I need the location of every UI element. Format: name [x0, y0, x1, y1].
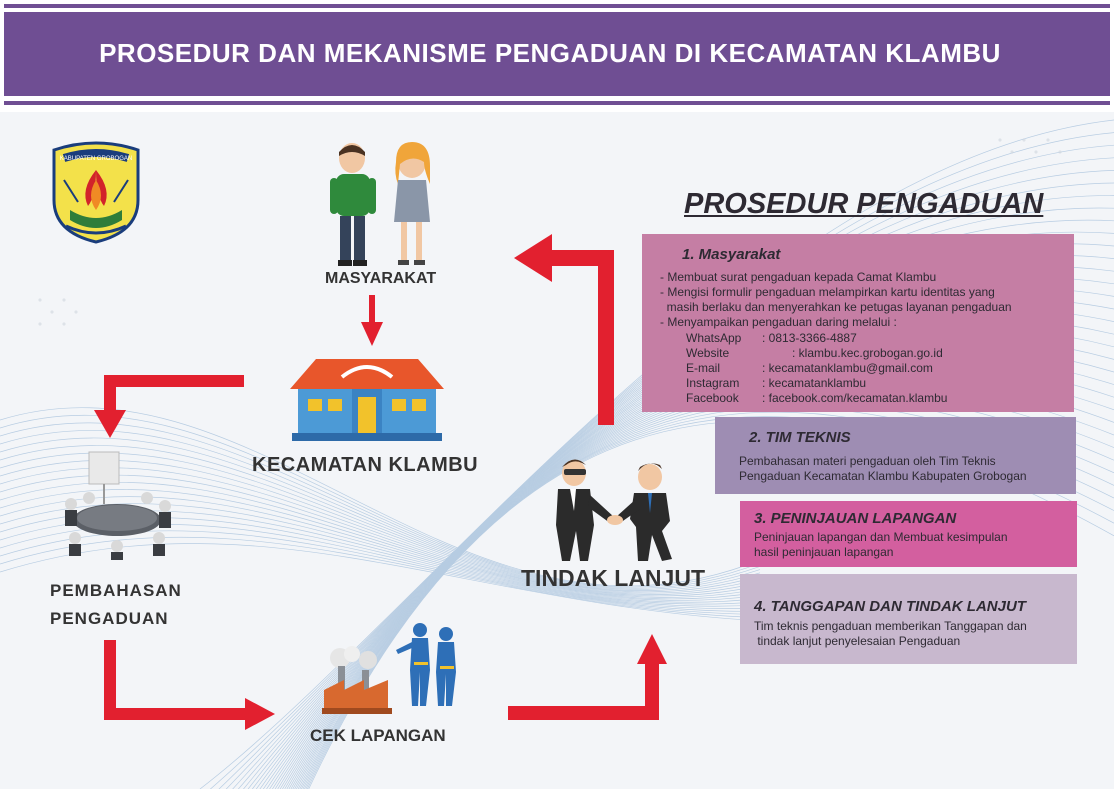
step3-line: Peninjauan lapangan dan Membuat kesimpulan	[754, 530, 1008, 544]
step1-line: - Membuat surat pengaduan kepada Camat Klambu	[660, 270, 937, 284]
logo-text: KABUPATEN GROBOGAN	[59, 156, 133, 162]
contact-facebook	[686, 391, 947, 405]
step4-title: 4. TANGGAPAN DAN TINDAK LANJUT	[754, 598, 1026, 615]
contact-label: Facebook	[686, 391, 739, 405]
step3-line: hasil peninjauan lapangan	[754, 545, 894, 559]
contact-whatsapp	[686, 331, 857, 345]
regency-logo-icon	[50, 140, 142, 245]
contact-value: : kecamatanklambu	[762, 376, 867, 390]
meeting-icon	[55, 448, 177, 560]
step4-box	[740, 574, 1077, 664]
workers-icon	[394, 620, 464, 710]
label-kecamatan-klambu: KECAMATAN KLAMBU	[252, 454, 479, 476]
step1-title: 1. Masyarakat	[682, 246, 781, 263]
contact-value: : facebook.com/kecamatan.klambu	[762, 391, 948, 405]
step1-box	[642, 234, 1074, 412]
contact-label: E-mail	[686, 361, 721, 375]
contact-website	[686, 346, 943, 360]
step2-line: Pembahasan materi pengaduan oleh Tim Teknis	[739, 454, 996, 468]
label-pembahasan-line1: PEMBAHASAN	[50, 581, 182, 600]
step1-line: - Menyampaikan pengaduan daring melalui :	[660, 315, 897, 329]
contact-value: : kecamatanklambu@gmail.com	[762, 361, 933, 375]
contact-value: : klambu.kec.grobogan.go.id	[762, 346, 943, 360]
step1-text	[660, 270, 1012, 330]
people-icon	[326, 140, 440, 268]
step2-box	[715, 417, 1076, 494]
contact-label: Instagram	[686, 376, 740, 390]
step4-line: tindak lanjut penyelesaian Pengaduan	[754, 634, 961, 648]
contact-label: WhatsApp	[686, 331, 742, 345]
contact-label: Website	[686, 346, 730, 360]
label-cek-lapangan: CEK LAPANGAN	[310, 726, 446, 745]
step2-title: 2. TIM TEKNIS	[749, 429, 851, 446]
step3-box	[740, 501, 1077, 567]
contact-value: : 0813-3366-4887	[762, 331, 857, 345]
page-title: PROSEDUR DAN MEKANISME PENGADUAN DI KECAMATAN KLAMBU	[99, 38, 1001, 68]
label-masyarakat: MASYARAKAT	[325, 270, 437, 287]
header-line-bottom	[4, 101, 1110, 105]
building-icon	[286, 355, 448, 443]
factory-icon	[318, 646, 394, 716]
step3-text	[754, 530, 1008, 560]
contact-instagram	[686, 376, 866, 390]
handshake-icon	[552, 455, 680, 563]
step2-text	[739, 454, 1027, 484]
step2-line: Pengaduan Kecamatan Klambu Kabupaten Grobogan	[739, 469, 1027, 483]
procedure-title: PROSEDUR PENGADUAN	[684, 188, 1044, 220]
contact-email	[686, 361, 933, 375]
step1-line: - Mengisi formulir pengaduan melampirkan kartu identitas yang	[660, 285, 995, 299]
step4-text	[754, 619, 1027, 649]
label-pembahasan-line2: PENGADUAN	[50, 609, 169, 628]
header-line-top	[4, 4, 1110, 8]
step3-title: 3. PENINJAUAN LAPANGAN	[754, 510, 957, 527]
step1-line: masih berlaku dan menyerahkan ke petugas layanan pengaduan	[660, 300, 1012, 314]
header-banner	[0, 0, 1114, 112]
step4-line: Tim teknis pengaduan memberikan Tanggapan dan	[754, 619, 1027, 633]
label-tindak-lanjut: TINDAK LANJUT	[521, 565, 705, 591]
label-pembahasan-pengaduan	[50, 577, 182, 633]
